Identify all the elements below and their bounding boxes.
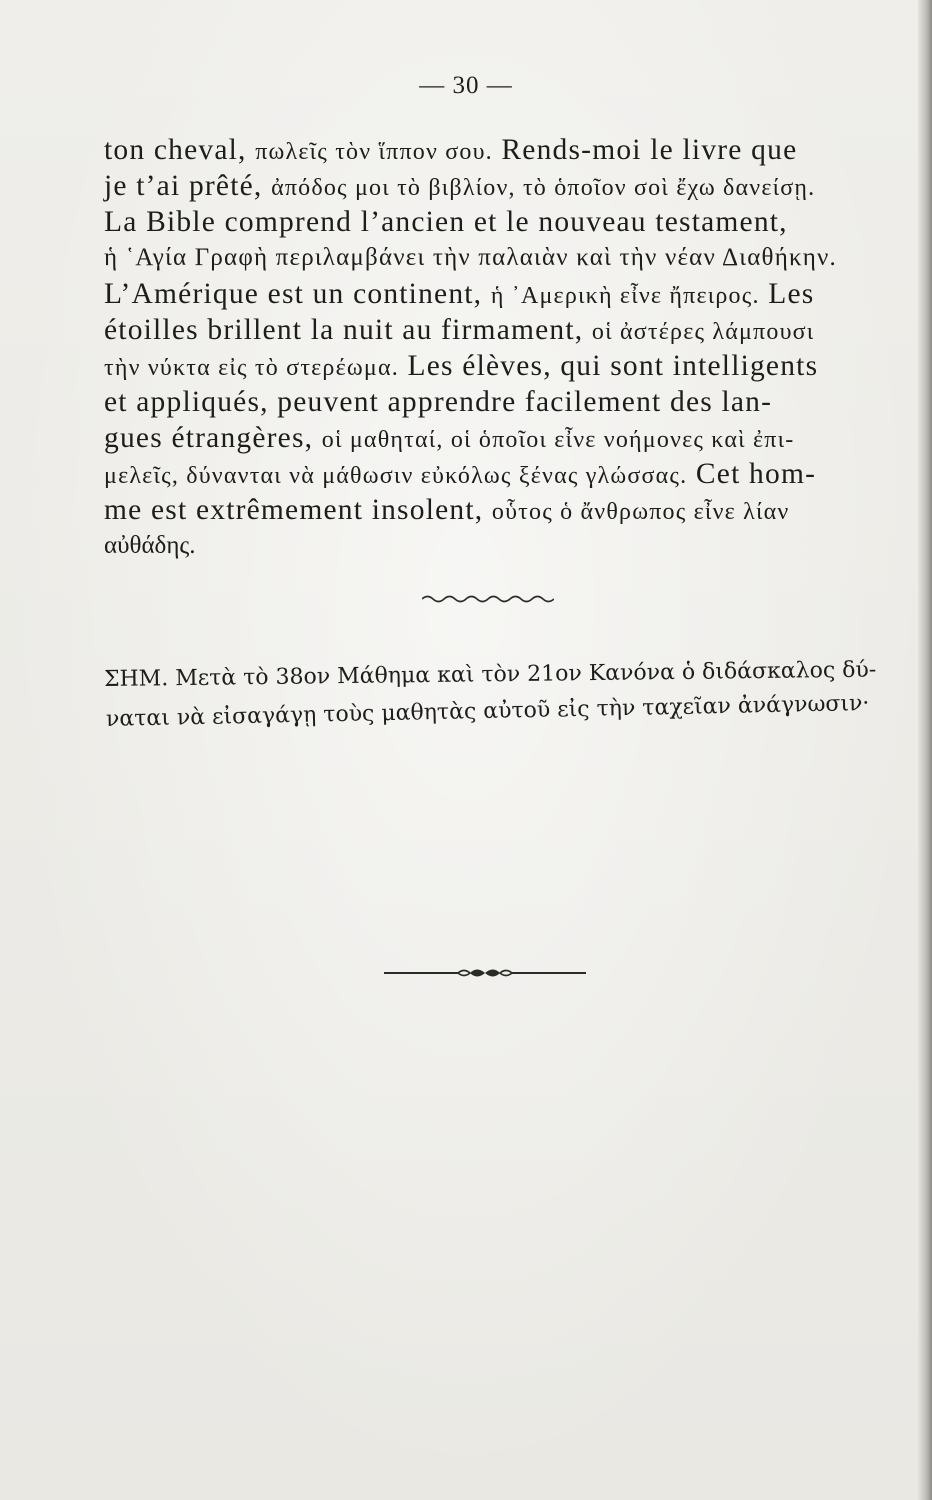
page-edge-shadow — [918, 0, 932, 1500]
greek-translation: μελεῖς, δύνανται νὰ μάθωσιν εὐκόλως ξένας γλώσσας. — [104, 463, 688, 489]
french-sentence: Cet hom- — [687, 458, 817, 490]
french-sentence: étoilles brillent la nuit au firmament, — [104, 314, 592, 346]
teacher-note — [103, 657, 884, 740]
rule-ornament — [384, 964, 586, 982]
french-sentence: Les — [759, 278, 815, 310]
body-text — [104, 132, 876, 564]
wave-ornament — [422, 592, 554, 606]
text-line — [104, 456, 876, 492]
page-number: — 30 — — [419, 72, 513, 99]
french-sentence: gues étrangères, — [104, 422, 322, 454]
greek-translation: οὗτος ὁ ἄνθρωπος εἶνε λίαν — [491, 499, 790, 525]
text-line — [104, 492, 876, 528]
french-sentence: Les élèves, qui sont intelligents — [398, 350, 819, 382]
french-sentence: me est extrêmement insolent, — [104, 494, 492, 526]
text-line — [104, 528, 876, 564]
text-line — [104, 276, 876, 312]
french-sentence: et appliqués, peuvent apprendre facilement des lan- — [104, 386, 773, 418]
note-line-2: ναται νὰ εἰσαγάγῃ τοὺς μαθητὰς αὐτοῦ εἰς τὴν ταχεῖαν ἀνάγνωσιν· — [105, 690, 870, 732]
text-line — [104, 384, 876, 420]
greek-translation: ἡ ᾿Αμερικὴ εἶνε ἤπειρος. — [490, 283, 760, 309]
text-line — [104, 240, 876, 276]
text-line — [104, 132, 876, 168]
french-sentence: ton cheval, — [104, 134, 256, 166]
greek-translation: οἱ μαθηταί, οἱ ὁποῖοι εἶνε νοήμονες καὶ ἐπι- — [321, 427, 795, 453]
french-sentence: Rends-moi le livre que — [492, 134, 798, 166]
greek-translation: πωλεῖς τὸν ἵππον σου. — [255, 139, 493, 165]
show-through-text — [70, 820, 870, 1480]
note-line-1: ΣΗΜ. Μετὰ τὸ 38ον Μάθημα καὶ τὸν 21ον Κανόνα ὁ διδάσκαλος δύ- — [103, 657, 877, 692]
text-line — [104, 348, 876, 384]
french-sentence: L’Amérique est un continent, — [104, 278, 491, 310]
greek-translation: ἡ ῾Αγία Γραφὴ περιλαμβάνει τὴν παλαιὰν καὶ τὴν νέαν Διαθήκην. — [104, 244, 837, 271]
greek-translation: ἀπόδος μοι τὸ βιβλίον, τὸ ὁποῖον σοὶ ἔχω δανείσῃ. — [271, 175, 816, 201]
french-sentence: je t’ai prêté, — [104, 170, 272, 202]
greek-translation: αὐθάδης. — [104, 532, 196, 559]
text-line — [104, 204, 876, 240]
greek-translation: οἱ ἀστέρες λάμπουσι — [591, 319, 815, 345]
text-line — [104, 420, 876, 456]
text-line — [104, 168, 876, 204]
french-sentence: La Bible comprend l’ancien et le nouveau testament, — [104, 206, 788, 238]
greek-translation: τὴν νύκτα εἰς τὸ στερέωμα. — [104, 355, 399, 381]
text-line — [104, 312, 876, 348]
